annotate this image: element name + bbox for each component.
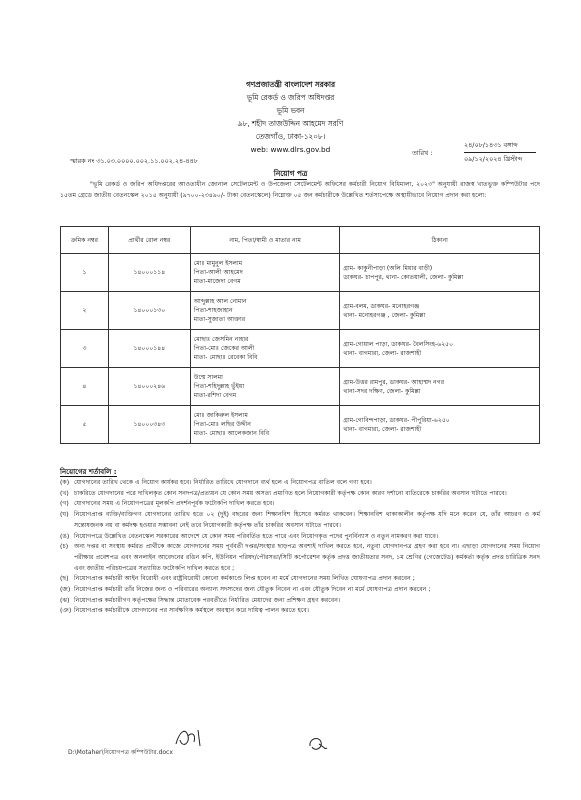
term-item	[60, 606, 540, 617]
term-key: (ক)	[60, 479, 70, 486]
address-line: থানা- মনোহরগঞ্জ , জেলা- কুমিল্লা	[343, 311, 426, 319]
term-key: (ঙ)	[60, 532, 70, 540]
candidate-name: মোছাঃ জেসমিন নাহার	[193, 336, 249, 343]
cell-serial: ২	[61, 292, 109, 330]
candidate-name: মোঃ মামুনুল ইসলাম	[193, 260, 243, 267]
street-address: ৯৮, শহীদ তাজউদ্দিন আহমেদ সরণি	[237, 119, 344, 128]
col-address: ঠিকানা	[340, 227, 540, 254]
cell-name	[190, 292, 340, 330]
cell-serial: ৪	[61, 368, 109, 406]
term-text: নিয়োগপত্রে উল্লেখিত বেতনস্কেল সরকারের আদেশে যে কোন সময় পরিবর্তিত হতে পারে এবং নিয়োগকৃত পদের পুনর্বিন্যাস ও নতুন নামকরণ করা যাবে।	[74, 532, 439, 540]
mother-name: মাতা-মাজেদা বেগম	[193, 278, 241, 285]
cell-address	[340, 368, 540, 406]
cell-name	[190, 330, 340, 368]
term-key: (ছ)	[60, 575, 69, 583]
address-line: গ্রাম-গোয়াল পাড়া, ডাকঘর- বৈলসিংহ-৬২৫০	[343, 340, 454, 348]
father-name: পিতা-মোঃ লছির উদ্দীন	[193, 421, 251, 428]
table-row	[61, 330, 540, 368]
cell-roll: ১৪০০০১৩০	[108, 292, 190, 330]
term-item	[60, 499, 540, 510]
table-row	[61, 406, 540, 444]
cell-serial: ১	[61, 254, 109, 292]
candidate-name: আব্দুল্লাহ আল নোমান	[193, 298, 247, 305]
cell-address	[340, 254, 540, 292]
date-bangla: ২৪/০৮/১৪৩১ বঙ্গাব্দ	[464, 140, 536, 153]
department-name: ভূমি রেকর্ড ও জরিপ অধিদপ্তর	[246, 93, 335, 102]
terms-list	[60, 478, 540, 617]
cell-roll: ১৪০০০২৪৬	[108, 368, 190, 406]
date-english: ০৯/১২/২০২৪ খ্রিস্টাব্দ	[464, 155, 523, 163]
term-key: (ঞ)	[60, 607, 72, 615]
term-key: (খ)	[60, 489, 69, 497]
intro-paragraph: "ভূমি রেকর্ড ও জরিপ অধিদপ্তরের আওতাধীন জোনাল সেটেলমেন্ট ও উপজেলা সেটেলমেন্ট অফিসের কর্মচারী নিয়োগ বিধিমালা, ২০২৩" অনুযায়ী রাজস্ব খাতভুক্ত কম্পিউটার পদে ১৫তম গ্রেডে জাতীয় বেতনস্কেল ২০১৫ অনুযায়ী (৯৭০০-২৩৪৯০/- টাকা বেতনস্কেলে) নিম্নোক্ত ০৫ জন কর্মচারীকে উল্লেখিত শর্তসাপেক্ষে অস্থায়ীভাবে নিয়োগ প্রদান করা হলো:	[60, 181, 540, 199]
mother-name: মাতা- মোছাঃ আলেকজান বিবি	[193, 430, 270, 437]
term-item	[60, 585, 540, 596]
address-line: গ্রাম-বলম, ডাকঘর- মনোহরগঞ্জ	[343, 302, 420, 310]
terms-heading-text: নিয়োগের শর্তাবলি :	[60, 468, 117, 476]
term-item	[60, 489, 540, 500]
table-header-row	[61, 227, 540, 254]
term-text: নিয়োগপ্রাপ্ত কর্মচারীগণ কর্তৃপক্ষের সিদ্ধান্ত মোতাবেক পরবর্তীতে নির্ধারিত মেয়াদের জন্য প্রশিক্ষণ গ্রহণ করবেন।	[74, 596, 341, 604]
document-title-text: নিয়োগ পত্র	[273, 169, 308, 178]
cell-name	[190, 406, 340, 444]
cell-roll: ১৪০০০১৪৪	[108, 330, 190, 368]
address-line: গ্রাম-উত্তর রামপুর, ডাকঘর- আহাম্মদ নগর	[343, 378, 445, 386]
term-item	[60, 596, 540, 607]
term-key: (ঝ)	[60, 596, 70, 604]
cell-serial: ৩	[61, 330, 109, 368]
term-item	[60, 532, 540, 543]
father-name: পিতা-শহিদুল্লাহ ভুঁইয়া	[193, 383, 245, 390]
cell-roll: ১৪০০০১১৪	[108, 254, 190, 292]
term-key: (ঘ)	[60, 511, 69, 519]
address-line: থানা- বাগমারা, জেলা- রাজশাহী	[343, 425, 422, 433]
candidate-name: মোঃ জাকিরুল ইসলাম	[193, 412, 248, 419]
signature-initial-2	[305, 732, 329, 754]
term-text: চাকরিতে যোগদানের পরে দাখিলকৃত কোন সনদপত্র/প্রত্যয়ন যে কোন সময় অসত্য প্রমাণিত হলে নিয়োগকারী কর্তৃপক্ষ কোন কারণ দর্শানো ব্যতিরেকে চাকরির অবসান ঘটাতে পারবে।	[74, 489, 507, 497]
cell-name	[190, 254, 340, 292]
cell-address	[340, 292, 540, 330]
govt-name: গণপ্রজাতন্ত্রী বাংলাদেশ সরকার	[245, 80, 336, 89]
father-name: পিতা-আলী আহমেদ	[193, 269, 243, 276]
term-key: (জ)	[60, 586, 71, 594]
city-address: তেজগাঁও, ঢাকা-১২০৮।	[255, 132, 326, 141]
footer-file-path: D:\Motaher\নিয়োগপত্র কম্পিউটার.docx	[68, 749, 173, 756]
website: web: www.dlrs.gov.bd	[250, 145, 331, 154]
building-name: ভূমি ভবন	[276, 106, 305, 115]
cell-address	[340, 406, 540, 444]
term-key: (চ)	[60, 543, 69, 551]
term-text: যোগদানের তারিখ থেকে এ নিয়োগ কার্যকর হবে। নির্ধারিত তারিখে যোগদানে ব্যর্থ হলে এ নিয়োগপত্র বাতিল বলে গণ্য হবে।	[74, 479, 372, 486]
address-line: থানা-সদর দক্ষিণ, জেলা- কুমিল্লা	[343, 387, 421, 395]
mother-name: মাতা-রশিদা বেগম	[193, 392, 237, 399]
term-key: (গ)	[60, 500, 69, 508]
father-name: পিতা-শাহজাহান	[193, 307, 233, 314]
mother-name: মাতা- মোছাঃ রেবেকা বিবি	[193, 354, 258, 361]
date-label: তারিখ :	[412, 149, 433, 157]
candidate-name: উম্মে সালমা	[193, 374, 223, 381]
memo-number: স্মারক নং ৩১.০৩.০০০০.০০২.১১.০০২.২৪-৪৪৮	[70, 157, 198, 165]
cell-address	[340, 330, 540, 368]
table-row	[61, 368, 540, 406]
term-text: নিয়োগপ্রাপ্ত কর্মচারী আইন বিরোধী এবং রাষ্ট্রবিরোধী কোনো কর্মকাণ্ডে লিপ্ত হবেন না মর্মে যোগদানের সময় লিখিত ঘোষণাপত্র প্রদান করবেন ;	[74, 575, 415, 583]
address-line: ডাকঘর- চাপপুর, থানা- কোতয়ালী, জেলা- কুমিল্লা	[343, 273, 464, 281]
table-row	[61, 292, 540, 330]
appointee-table	[60, 226, 540, 444]
mother-name: মাতা-সুজাতা আক্তার	[193, 316, 246, 323]
col-name: নাম, পিতা/স্বামী ও মাতার নাম	[190, 227, 340, 254]
term-text: নিয়োগপ্রাপ্ত কর্মচারীকে যোগদানের পর সার্বক্ষণিক কর্মস্থলে অবস্থান করে দায়িত্ব পালন করতে হবে।	[74, 607, 309, 615]
term-text: নিয়োগপ্রাপ্ত ব্যক্তি/ব্যক্তিগণ যোগদানের তারিখ হতে ০২ (দুই) বছরের জন্য শিক্ষানবিশ হিসেবে কর্মরত থাকবেন। শিক্ষানবিশ থাকাকালীন কর্তৃপক্ষ যদি মনে করেন যে, তাঁর আচরণ ও কর্ম সন্তোষজনক নয় বা কর্মদক্ষ হওয়ার সম্ভাবনা নেই তবে নিয়োগকারী কর্তৃপক্ষ তাঁর চাকরির অবসান ঘটাতে পারবে।	[74, 511, 540, 529]
term-item	[60, 510, 540, 531]
term-text: নিয়োগপ্রাপ্ত কর্মচারী তাঁর নিজের জন্য ও পরিবারের অন্যান্য সদস্যদের জন্য যৌতুক নিবেন না এবং যৌতুক দিবেন না মর্মে ঘোষণাপত্র প্রদান করবেন ;	[74, 586, 431, 594]
cell-serial: ৫	[61, 406, 109, 444]
term-item	[60, 542, 540, 574]
address-line: গ্রাম- কাকুনীপাড়া (অলি মিয়ার বাড়ী)	[343, 264, 433, 272]
table-row	[61, 254, 540, 292]
cell-name	[190, 368, 340, 406]
signature-initial-1	[172, 722, 208, 752]
terms-heading	[60, 466, 117, 478]
term-item	[60, 478, 540, 489]
col-serial: ক্রমিক নম্বর	[61, 227, 109, 254]
col-roll: প্রার্থীর রোল নম্বর	[108, 227, 190, 254]
term-text: অন্য দপ্তর বা সংস্থায় কর্মরত প্রার্থীকে কাজে যোগদানের সময় পূর্ববর্তী দপ্তর/সংস্থার ছাড়পত্র অবশ্যই দাখিল করতে হবে, নতুবা যোগদানপত্র গ্রহণ করা হবে না। এছাড়া যোগদানের সময় নিয়োগ পরীক্ষার প্রবেশপত্র এবং অনলাইন আবেদনের রঙিন কপি, ইউনিয়ন পরিষদ/পৌরসভা/সিটি কর্পোরেশন কর্তৃক প্রদত্ত জাতীয়তার সনদ, ১ম শ্রেণির (গেজেটেড) কর্মকর্তা কর্তৃক প্রদত্ত চারিত্রিক সনদ এবং জাতীয় পরিচয়পত্রের সত্যায়িত ফটোকপি দাখিল করতে হবে ;	[74, 543, 540, 572]
term-item	[60, 574, 540, 585]
address-line: থানা- বাগমারা, জেলা- রাজশাহী	[343, 349, 422, 357]
term-text: যোগদানের সময় এ নিয়োগপত্রের মূলকপি প্রদর্শনপূর্বক ফটোকপি দাখিল করতে হবে।	[74, 500, 275, 508]
address-line: গ্রাম-গোবিন্দপাড়া, ডাকঘর- পীপুরিয়া-৬২৫০	[343, 416, 450, 424]
cell-roll: ১৪০০০৩৪৩	[108, 406, 190, 444]
father-name: পিতা-মোঃ জেকের আলী	[193, 345, 255, 352]
